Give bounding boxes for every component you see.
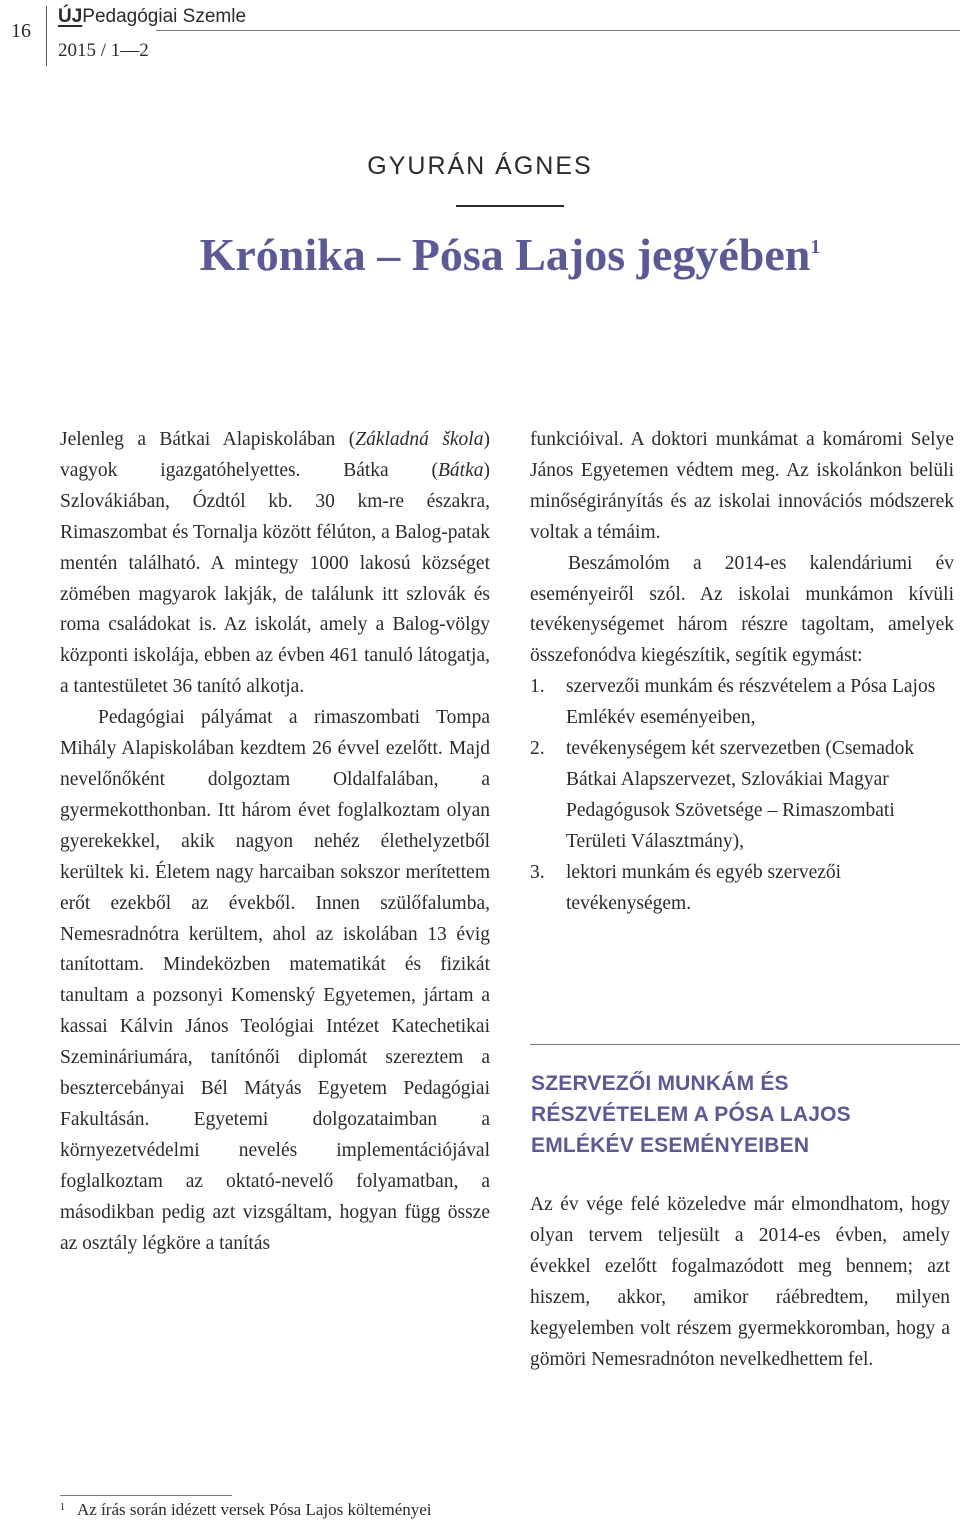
left-column	[60, 425, 490, 1259]
article-title	[0, 228, 960, 281]
author-rule	[456, 205, 564, 207]
header-horizontal-rule	[156, 30, 960, 31]
footnote-text: Az írás során idézett versek Pósa Lajos költeményei	[77, 1500, 432, 1519]
issue-number: 2015 / 1—2	[58, 40, 149, 61]
right-paragraph-2: Beszámolóm a 2014-es kalendáriumi év eseményeiről szól. Az iskolai munkámon kívüli tevékenységemet három részre tagoltam, amelyek összefonódva kiegészítik, segítik egymást:	[530, 552, 954, 667]
journal-name	[58, 6, 246, 28]
list-item-text: tevékenységem két szervezetben (Csemadok Bátkai Alapszervezet, Szlovákiai Magyar Pedagógusok Szövetsége – Rimaszombati Területi Választmány),	[566, 738, 915, 852]
right-column	[530, 425, 954, 920]
section-heading: SZERVEZŐI MUNKÁM ÉS RÉSZVÉTELEM A PÓSA LAJOS EMLÉKÉV ESEMÉNYEIBEN	[531, 1072, 851, 1157]
header-vertical-rule	[46, 6, 47, 66]
footnote-mark: 1	[60, 1502, 65, 1513]
section-paragraph-1: Az év vége felé közeledve már elmondhatom, hogy olyan tervem teljesült a 2014-es évben, amely évekkel ezelőtt fogalmazódott meg bennem; azt hiszem, akkor, amikor ráébredtem, milyen kegyelemben volt részem gyermekkoromban, hogy a gömöri Nemesradnóton nevelkedhettem fel.	[530, 1194, 950, 1370]
list-item	[530, 672, 954, 734]
journal-prefix: ÚJ	[58, 6, 83, 27]
list-item-number: 2.	[530, 738, 545, 760]
article-author: GYURÁN ÁGNES	[367, 152, 593, 180]
section-rule	[530, 1044, 960, 1045]
left-p1-part-c: ) Szlovákiában, Ózdtól kb. 30 km-re északra, Rimaszombat és Tornalja között félúton, a Balog-patak mentén található. A mintegy 1000 lakosú községet zömében magyarok lakják, de találunk itt szlovák és roma családokat is. Az iskolát, amely a Balog-völgy központi iskolája, ebben az évben 461 tanuló látogatja, a tantestületet 36 tanító alkotja.	[60, 459, 490, 698]
list-item-text: lektori munkám és egyéb szervezői tevékenységem.	[566, 861, 842, 914]
list-item-text: szervezői munkám és részvételem a Pósa Lajos Emlékév eseményeiben,	[566, 676, 936, 729]
left-p1-italic-1: Základná škola	[355, 429, 484, 450]
footnote-rule	[60, 1495, 232, 1496]
left-paragraph-2: Pedagógiai pályámat a rimaszombati Tompa Mihály Alapiskolában kezdtem 26 évvel ezelőtt. Majd nevelőnőként dolgoztam Oldalfalában, a gyermekotthonban. Itt három évet foglalkoztam olyan gyerekekkel, akik nagyon nehéz élethelyzetből kerültek ki. Életem nagy harcaiban sokszor merítettem erőt ezekből az évekből. Innen szülőfalumba, Nemesradnótra kerültem, ahol az iskolában 13 évig tanítottam. Mindeközben matematikát és fizikát tanultam a pozsonyi Komenský Egyetemen, jártam a kassai Kálvin János Teológiai Intézet Katechetikai Szemináriumára, tanítónői diplomát szereztem a besztercebányai Bél Mátyás Egyetem Pedagógiai Fakultásán. Egyetemi dolgozataimban a környezetvédelmi nevelés implementációjával foglalkoztam az oktató-nevelő folyamatban, a másodikban pedig azt vizsgáltam, hogyan függ össze az osztály légköre a tanítás	[60, 707, 490, 1254]
right-paragraph-1: funkcióival. A doktori munkámat a komáromi Selye János Egyetemen védtem meg. Az iskolánkon belüli minőségirányítás és az iskolai innovációs módszerek voltak a témáim.	[530, 429, 954, 543]
section-body	[530, 1190, 950, 1375]
list-item	[530, 734, 954, 858]
title-footnote-mark: 1	[810, 236, 821, 258]
footnote	[60, 1500, 432, 1520]
list-item-number: 1.	[530, 676, 545, 698]
list-item	[530, 858, 954, 920]
left-p1-part-b: ) vagyok igazgatóhelyettes. Bátka (	[60, 429, 490, 481]
journal-title: Pedagógiai Szemle	[82, 6, 247, 27]
article-title-text: Krónika – Pósa Lajos jegyében	[199, 229, 811, 280]
activity-list	[530, 672, 954, 919]
left-paragraph-1	[60, 425, 490, 703]
left-p1-part-a: Jelenleg a Bátkai Alapiskolában (	[60, 429, 356, 450]
page-number: 16	[11, 20, 31, 42]
list-item-number: 3.	[530, 861, 545, 883]
left-p1-italic-2: Bátka	[438, 459, 484, 481]
